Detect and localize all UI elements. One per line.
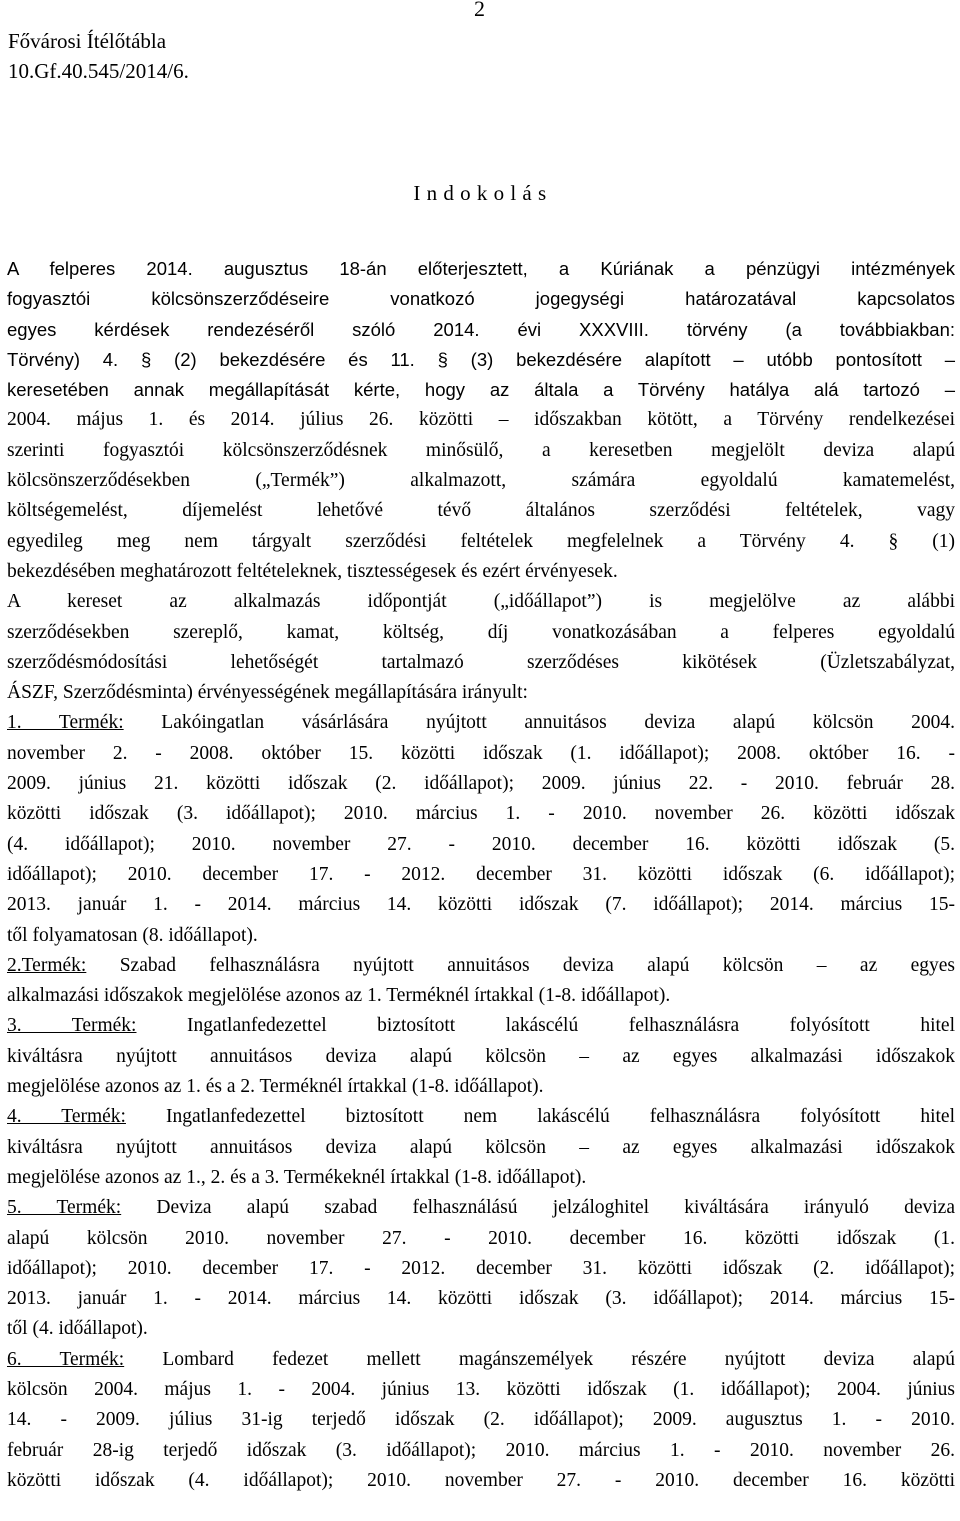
text-line: 5. Termék: Deviza alapú szabad felhasználású jelzáloghitel kiváltására irányuló deviza: [7, 1197, 955, 1219]
text-line: 4. Termék: Ingatlanfedezettel biztosított nem lakáscélú felhasználásra folyósított hitel: [7, 1106, 955, 1128]
text-line: időállapot); 2010. december 17. - 2012. december 31. közötti időszak (6. időállapot);: [7, 863, 955, 885]
text-line: február 28-ig terjedő időszak (3. időállapot); 2010. március 1. - 2010. november 26.: [7, 1439, 955, 1461]
text-line: keresetében annak megállapítását kérte, hogy az általa a Törvény hatálya alá tartozó –: [7, 379, 955, 401]
text-line: kölcsön 2004. május 1. - 2004. június 13. közötti időszak (1. időállapot); 2004. június: [7, 1378, 955, 1400]
text-line: 2.Termék: Szabad felhasználásra nyújtott annuitásos deviza alapú kölcsön – az egyes: [7, 954, 955, 976]
text-line: 2013. január 1. - 2014. március 14. közötti időszak (3. időállapot); 2014. március 15-: [7, 1288, 955, 1310]
product-label: 3. Termék:: [7, 1015, 137, 1037]
text-line: 14. - 2009. július 31-ig terjedő időszak (2. időállapot); 2009. augusztus 1. - 2010.: [7, 1409, 955, 1431]
text-line: közötti időszak (4. időállapot); 2010. november 27. - 2010. december 16. közötti: [7, 1469, 955, 1491]
product-label: 1. Termék:: [7, 712, 124, 734]
text-line: szerinti fogyasztói kölcsönszerződésnek minősülő, a keresetben megjelölt deviza alapú: [7, 439, 955, 461]
product-1: [7, 708, 955, 950]
text-line: A felperes 2014. augusztus 18-án előterjesztett, a Kúriának a pénzügyi intézmények: [7, 258, 955, 279]
text-line: megjelölése azonos az 1., 2. és a 3. Termékeknél írtakkal (1-8. időállapot).: [7, 1166, 587, 1188]
text-line: közötti időszak (3. időállapot); 2010. március 1. - 2010. november 26. közötti időszak: [7, 803, 955, 825]
text-line: alkalmazási időszakok megjelölése azonos az 1. Terméknél írtakkal (1-8. időállapot).: [7, 985, 671, 1007]
product-6: [7, 1345, 955, 1496]
text-line: 2013. január 1. - 2014. március 14. közötti időszak (7. időállapot); 2014. március 15-: [7, 894, 955, 916]
product-4: [7, 1102, 955, 1193]
text-line: alapú kölcsön 2010. november 27. - 2010. december 16. közötti időszak (1.: [7, 1227, 955, 1249]
document-body: [7, 254, 955, 1496]
text-line: időállapot); 2010. december 17. - 2012. december 31. közötti időszak (2. időállapot);: [7, 1257, 955, 1279]
paragraph-claim: [7, 254, 955, 405]
product-3: [7, 1011, 955, 1102]
text-line: egyes kérdések rendezéséről szóló 2014. évi XXXVIII. törvény (a továbbiakban:: [7, 318, 955, 340]
text-line: fogyasztói kölcsönszerződéseire vonatkozó jogegységi határozatával kapcsolatos: [7, 288, 955, 310]
text-line: szerződésekben szereplő, kamat, költség, díj vonatkozásában a felperes egyoldalú: [7, 621, 955, 643]
court-name: Fővárosi Ítélőtábla: [8, 29, 167, 53]
text-line: A kereset az alkalmazás időpontját („időállapot”) is megjelölve az alábbi: [7, 591, 955, 613]
paragraph-claim-cont: [7, 405, 955, 587]
text-line: 1. Termék: Lakóingatlan vásárlására nyújtott annuitásos deviza alapú kölcsön 2004.: [7, 712, 955, 734]
text-line: egyedileg meg nem tárgyalt szerződési feltételek megfelelnek a Törvény 4. § (1): [7, 530, 955, 552]
text-line: bekezdésében meghatározott feltételeknek, tisztességesek és ezért érvényesek.: [7, 560, 618, 582]
text-line: megjelölése azonos az 1. és a 2. Terméknél írtakkal (1-8. időállapot).: [7, 1076, 544, 1098]
text-line: szerződésmódosítási lehetőségét tartalmazó szerződéses kikötések (Üzletszabályzat,: [7, 651, 955, 673]
text-line: (4. időállapot); 2010. november 27. - 2010. december 16. közötti időszak (5.: [7, 833, 955, 855]
text-line: től (4. időállapot).: [7, 1318, 148, 1340]
paragraph-scope: [7, 587, 955, 708]
document-title: I n d o k o l á s: [413, 181, 547, 205]
text-line: 2009. június 21. közötti időszak (2. időállapot); 2009. június 22. - 2010. február 28.: [7, 773, 955, 795]
page-number: 2: [474, 0, 485, 21]
case-number: 10.Gf.40.545/2014/6.: [8, 59, 189, 83]
text-line: november 2. - 2008. október 15. közötti időszak (1. időállapot); 2008. október 16. -: [7, 742, 955, 764]
text-line: kölcsönszerződésekben („Termék”) alkalmazott, számára egyoldalú kamatemelést,: [7, 470, 955, 492]
product-label: 2.Termék:: [7, 954, 87, 976]
product-5: [7, 1193, 955, 1344]
product-label: 5. Termék:: [7, 1197, 122, 1219]
product-2: [7, 951, 955, 1012]
text-line: költségemelést, díjemelést lehetővé tévő általános szerződési feltételek, vagy: [7, 500, 955, 522]
text-line: Törvény) 4. § (2) bekezdésére és 11. § (3) bekezdésére alapított – utóbb pontosított –: [7, 348, 955, 370]
text-line: ÁSZF, Szerződésminta) érvényességének megállapítására irányult:: [7, 682, 528, 704]
text-line: 3. Termék: Ingatlanfedezettel biztosított lakáscélú felhasználásra folyósított hitel: [7, 1015, 956, 1037]
text-line: kiváltásra nyújtott annuitásos deviza alapú kölcsön – az egyes alkalmazási időszakok: [7, 1045, 955, 1067]
product-label: 6. Termék:: [7, 1348, 125, 1370]
text-line: 6. Termék: Lombard fedezet mellett magánszemélyek részére nyújtott deviza alapú: [7, 1348, 955, 1370]
text-line: 2004. május 1. és 2014. július 26. közötti – időszakban kötött, a Törvény rendelkezései: [7, 409, 955, 431]
court-header: [8, 26, 189, 86]
text-line: kiváltásra nyújtott annuitásos deviza alapú kölcsön – az egyes alkalmazási időszakok: [7, 1136, 955, 1158]
text-line: től folyamatosan (8. időállapot).: [7, 924, 258, 946]
product-label: 4. Termék:: [7, 1106, 126, 1128]
